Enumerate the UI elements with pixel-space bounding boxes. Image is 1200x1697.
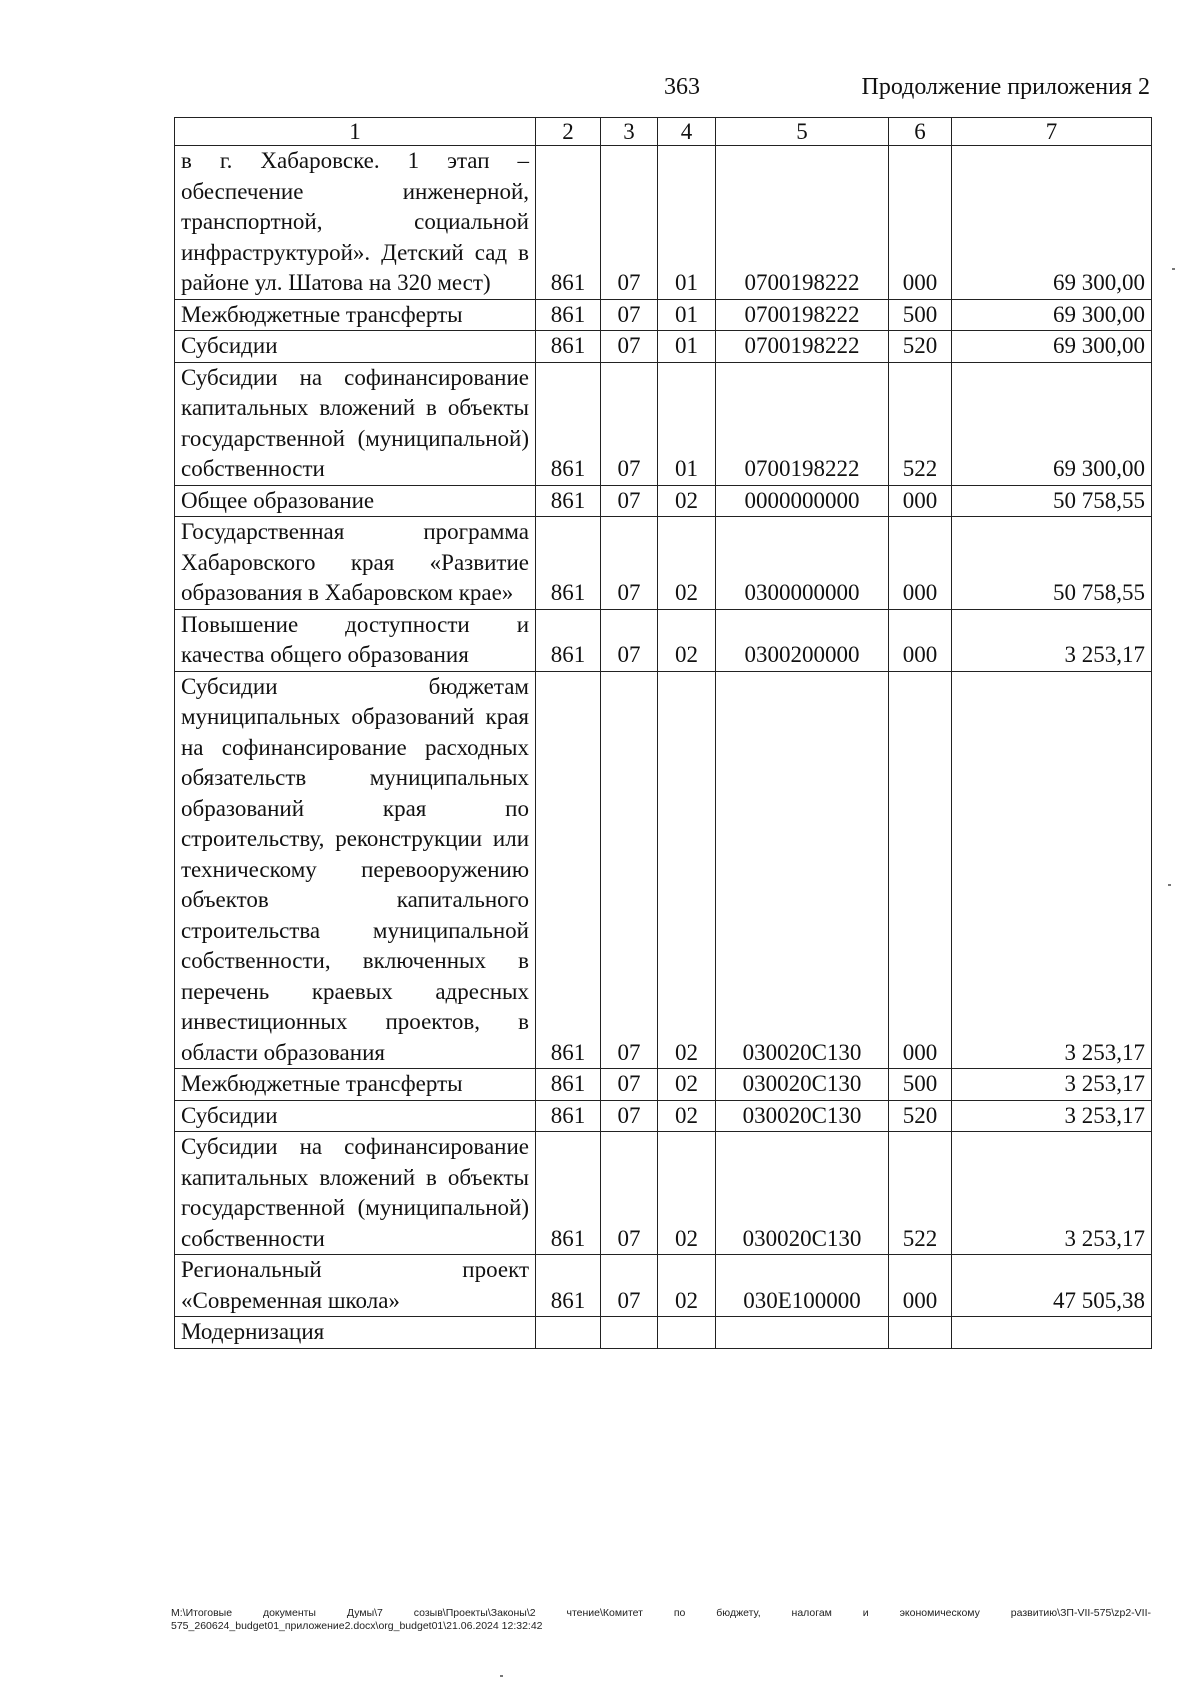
- row-code-expense-type: 000: [889, 609, 952, 671]
- table-row: [175, 517, 1152, 610]
- row-code-section: 07: [601, 1255, 658, 1317]
- row-name: Государственная программа Хабаровского края «Развитие образования в Хабаровском крае»: [175, 517, 536, 610]
- row-code-section: 07: [601, 517, 658, 610]
- row-code-section: 07: [601, 146, 658, 300]
- row-code-section: 07: [601, 1069, 658, 1101]
- row-code-target: 030020C130: [716, 1100, 889, 1132]
- table-row: [175, 1255, 1152, 1317]
- page-number: 363: [664, 74, 700, 100]
- row-amount: 47 505,38: [952, 1255, 1152, 1317]
- row-code-subsection: [658, 1317, 716, 1349]
- scan-speck: [1168, 884, 1171, 886]
- row-code-section: 07: [601, 299, 658, 331]
- row-code-target: 0700198222: [716, 299, 889, 331]
- row-code-expense-type: 520: [889, 1100, 952, 1132]
- row-amount: 69 300,00: [952, 331, 1152, 363]
- row-code-subsection: 02: [658, 1255, 716, 1317]
- row-amount: 3 253,17: [952, 671, 1152, 1069]
- table-row: [175, 331, 1152, 363]
- row-code-section: 07: [601, 1100, 658, 1132]
- row-amount: 69 300,00: [952, 299, 1152, 331]
- row-code-target: 030E100000: [716, 1255, 889, 1317]
- row-code-subsection: 01: [658, 331, 716, 363]
- row-code-target: 0700198222: [716, 362, 889, 485]
- table-row: [175, 1317, 1152, 1349]
- row-code-subsection: 02: [658, 609, 716, 671]
- scan-speck: [500, 1675, 503, 1677]
- row-code-admin: 861: [536, 146, 601, 300]
- table-row: [175, 671, 1152, 1069]
- row-code-admin: 861: [536, 485, 601, 517]
- row-code-expense-type: 522: [889, 1132, 952, 1255]
- row-code-expense-type: 500: [889, 1069, 952, 1101]
- row-code-target: [716, 1317, 889, 1349]
- table-row: [175, 1132, 1152, 1255]
- row-name: Повышение доступности и качества общего образования: [175, 609, 536, 671]
- table-row: [175, 1100, 1152, 1132]
- row-code-expense-type: 000: [889, 517, 952, 610]
- row-code-target: 0000000000: [716, 485, 889, 517]
- row-code-subsection: 02: [658, 1069, 716, 1101]
- row-code-admin: 861: [536, 609, 601, 671]
- table-row: [175, 609, 1152, 671]
- continuation-note: Продолжение приложения 2: [861, 74, 1150, 100]
- row-code-target: 030020C130: [716, 1069, 889, 1101]
- document-file-path: M:\Итоговые документы Думы\7 созыв\Проекты\Законы\2 чтение\Комитет по бюджету, налогам и экономическому развитию\ЗП-VII-575\zp2-VII-575_260624_budget01_приложение2.docx\org_budget01\21.06.2024 12:32:42: [171, 1607, 1151, 1632]
- row-amount: 3 253,17: [952, 1069, 1152, 1101]
- row-code-admin: [536, 1317, 601, 1349]
- column-header: 1: [175, 118, 536, 146]
- row-amount: 3 253,17: [952, 1132, 1152, 1255]
- row-code-target: 0300000000: [716, 517, 889, 610]
- row-code-target: 0300200000: [716, 609, 889, 671]
- row-code-subsection: 02: [658, 517, 716, 610]
- table-row: [175, 362, 1152, 485]
- row-code-subsection: 01: [658, 146, 716, 300]
- row-code-target: 030020C130: [716, 1132, 889, 1255]
- row-code-expense-type: [889, 1317, 952, 1349]
- row-code-section: 07: [601, 1132, 658, 1255]
- row-amount: 50 758,55: [952, 485, 1152, 517]
- row-code-expense-type: 520: [889, 331, 952, 363]
- row-code-admin: 861: [536, 517, 601, 610]
- column-header: 7: [952, 118, 1152, 146]
- row-code-expense-type: 000: [889, 485, 952, 517]
- row-code-subsection: 02: [658, 671, 716, 1069]
- row-name: Межбюджетные трансферты: [175, 299, 536, 331]
- row-name: Субсидии на софинансирование капитальных вложений в объекты государственной (муниципальной) собственности: [175, 1132, 536, 1255]
- table-row: [175, 1069, 1152, 1101]
- row-code-admin: 861: [536, 299, 601, 331]
- row-code-subsection: 02: [658, 1100, 716, 1132]
- row-code-subsection: 02: [658, 485, 716, 517]
- row-code-admin: 861: [536, 331, 601, 363]
- row-code-subsection: 01: [658, 362, 716, 485]
- row-amount: [952, 1317, 1152, 1349]
- table-row: [175, 485, 1152, 517]
- column-header: 3: [601, 118, 658, 146]
- row-code-section: 07: [601, 485, 658, 517]
- row-code-admin: 861: [536, 362, 601, 485]
- row-name: Субсидии на софинансирование капитальных вложений в объекты государственной (муниципальной) собственности: [175, 362, 536, 485]
- row-code-target: 030020C130: [716, 671, 889, 1069]
- row-code-subsection: 01: [658, 299, 716, 331]
- row-amount: 50 758,55: [952, 517, 1152, 610]
- row-name: Межбюджетные трансферты: [175, 1069, 536, 1101]
- row-code-expense-type: 000: [889, 1255, 952, 1317]
- row-code-expense-type: 000: [889, 671, 952, 1069]
- row-name: Субсидии бюджетам муниципальных образований края на софинансирование расходных обязательств муниципальных образований края по строительству, реконструкции или техническому перевооружению объектов капитального строительства муниципальной собственности, включенных в перечень краевых адресных инвестиционных проектов, в области образования: [175, 671, 536, 1069]
- column-header: 2: [536, 118, 601, 146]
- scan-speck: [1172, 268, 1175, 270]
- row-amount: 69 300,00: [952, 362, 1152, 485]
- row-amount: 69 300,00: [952, 146, 1152, 300]
- row-name: в г. Хабаровске. 1 этап – обеспечение инженерной, транспортной, социальной инфраструктурой». Детский сад в районе ул. Шатова на 320 мест): [175, 146, 536, 300]
- row-code-section: 07: [601, 362, 658, 485]
- row-code-admin: 861: [536, 1069, 601, 1101]
- budget-table: [174, 117, 1152, 1349]
- row-code-expense-type: 522: [889, 362, 952, 485]
- row-code-section: [601, 1317, 658, 1349]
- table-row: [175, 146, 1152, 300]
- row-code-admin: 861: [536, 1255, 601, 1317]
- row-code-target: 0700198222: [716, 331, 889, 363]
- row-amount: 3 253,17: [952, 1100, 1152, 1132]
- column-header: 6: [889, 118, 952, 146]
- column-header: 4: [658, 118, 716, 146]
- row-name: Общее образование: [175, 485, 536, 517]
- row-name: Субсидии: [175, 331, 536, 363]
- row-code-expense-type: 500: [889, 299, 952, 331]
- row-name: Региональный проект «Современная школа»: [175, 1255, 536, 1317]
- row-amount: 3 253,17: [952, 609, 1152, 671]
- column-header-row: [175, 118, 1152, 146]
- table-row: [175, 299, 1152, 331]
- row-code-section: 07: [601, 609, 658, 671]
- row-name: Модернизация: [175, 1317, 536, 1349]
- row-code-expense-type: 000: [889, 146, 952, 300]
- row-code-subsection: 02: [658, 1132, 716, 1255]
- page-header: [0, 74, 1200, 110]
- column-header: 5: [716, 118, 889, 146]
- row-code-admin: 861: [536, 1132, 601, 1255]
- row-code-section: 07: [601, 331, 658, 363]
- row-code-admin: 861: [536, 671, 601, 1069]
- row-code-admin: 861: [536, 1100, 601, 1132]
- row-code-target: 0700198222: [716, 146, 889, 300]
- row-code-section: 07: [601, 671, 658, 1069]
- row-name: Субсидии: [175, 1100, 536, 1132]
